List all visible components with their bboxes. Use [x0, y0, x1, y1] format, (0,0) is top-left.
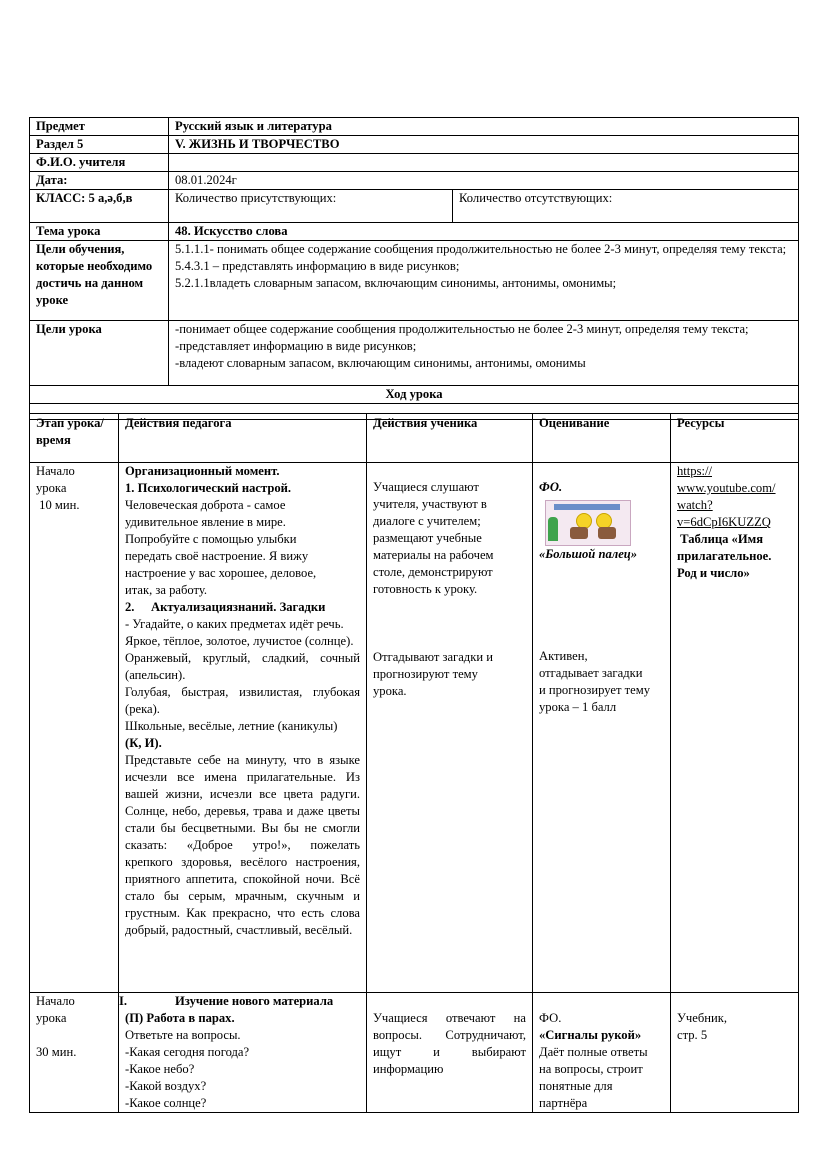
student-line: размещают учебные [373, 531, 482, 545]
lesson-flow-table [29, 413, 799, 1113]
lesson-goal-item: -понимает общее содержание сообщения продолжительностью не более 2-3 минут, определяя тему текста; [175, 322, 749, 336]
stage-spacer [36, 1027, 112, 1044]
youtube-link[interactable] [677, 463, 792, 531]
resources-cell [671, 463, 799, 993]
assessment-cell [533, 993, 671, 1113]
criteria-line: Активен, [539, 649, 588, 663]
col-header-student: Действия ученика [367, 414, 533, 463]
resource-table-title: Род и число» [677, 566, 750, 580]
lesson-goals-row [30, 321, 799, 386]
fo-label: ФО. [539, 480, 563, 494]
student-actions-cell [367, 993, 533, 1113]
learning-goal-item: 5.2.1.1владеть словарным запасом, включающим синонимы, антонимы, омонимы; [175, 276, 617, 290]
date-value: 08.01.2024г [169, 172, 799, 190]
section-value: V. ЖИЗНЬ И ТВОРЧЕСТВО [169, 136, 799, 154]
learning-goals-row [30, 241, 799, 321]
teacher-actions-cell [119, 993, 367, 1113]
student-line: готовность к уроку. [373, 582, 478, 596]
topic-row [30, 223, 799, 241]
stage-cell [30, 463, 119, 993]
present-count-field[interactable]: Количество присутствующих: [169, 190, 453, 223]
new-material-heading [119, 993, 360, 1010]
lesson-flow-title: Ход урока [30, 386, 799, 404]
section-label: Раздел 5 [30, 136, 169, 154]
riddle-item: Голубая, быстрая, извилистая, глубокая (река). [125, 685, 360, 716]
imagine-paragraph: Представьте себе на минуту, что в языке исчезли все имена прилагательные. Из вашей жизни, исчезли все цвета радуги. Солнце, небо, деревья, трава и даже цветы стали бы бесцветными. Вы бы не смогли сказать: «Доброе утро!», пожелать крепкого здоровья, весёлого настроения, приятного аппетита, спокойной ночи. Всё стало бы серым, мрачным, скучным и грустным. Как прекрасно, что есть слова добрый, радостный, счастливый, весёлый. [125, 753, 360, 937]
fo-label: ФО. [539, 1011, 562, 1025]
resource-line: стр. 5 [677, 1028, 708, 1042]
new-material-title: Изучение нового материала [175, 994, 334, 1008]
criteria-line: Даёт полные ответы [539, 1045, 648, 1059]
teacher-value[interactable] [169, 154, 799, 172]
question-line: -Какое солнце? [125, 1096, 207, 1110]
riddle-item: Школьные, весёлые, летние (каникулы) [125, 719, 338, 733]
student-line: Отгадывают загадки и [373, 650, 493, 664]
stage-text: урока [36, 1011, 67, 1025]
riddle-item: Яркое, тёплое, золотое, лучистое (солнце). [125, 634, 354, 648]
criteria-line: отгадывает загадки [539, 666, 643, 680]
question-line: -Какое небо? [125, 1062, 195, 1076]
intro-line: настроение у вас хорошее, деловое, [125, 566, 317, 580]
link-line: https:// [677, 464, 712, 478]
roman-numeral: I. [119, 994, 128, 1008]
subject-label: Предмет [30, 118, 169, 136]
criteria-line: понятные для [539, 1079, 613, 1093]
section2-title: Актуализациязнаний. Загадки [151, 600, 326, 614]
link-line: v=6dCpI6KUZZQ [677, 515, 771, 529]
criteria-line: и прогнозирует тему [539, 683, 651, 697]
intro-line: Человеческая доброта - самое [125, 498, 286, 512]
resources-cell [671, 993, 799, 1113]
col-header-stage: Этап урока/ время [30, 414, 119, 463]
flow-header-row [30, 414, 799, 463]
section2-heading [125, 599, 360, 616]
riddle-item: Оранжевый, круглый, сладкий, сочный (апельсин). [125, 651, 360, 682]
question-line: -Какой воздух? [125, 1079, 207, 1093]
stage-text: Начало [36, 464, 75, 478]
student-line: урока. [373, 684, 407, 698]
pair-work-title: (П) Работа в парах. [125, 1011, 235, 1025]
resource-table-title: Таблица «Имя [677, 532, 764, 546]
date-label: Дата: [30, 172, 169, 190]
question-line: Ответьте на вопросы. [125, 1028, 241, 1042]
link-line: www.youtube.com/ [677, 481, 776, 495]
lesson-flow-title-row [30, 386, 799, 404]
class-label: КЛАСС: 5 а,ә,б,в [30, 190, 169, 223]
stage-text: Начало [36, 994, 75, 1008]
student-line: столе, демонстрируют [373, 565, 493, 579]
learning-goals-value [169, 241, 799, 321]
psych-mood-title: 1. Психологический настрой. [125, 481, 292, 495]
stage-time: 30 мин. [36, 1045, 77, 1059]
absent-count-field[interactable]: Количество отсутствующих: [453, 190, 799, 223]
teacher-row [30, 154, 799, 172]
riddle-prompt: - Угадайте, о каких предметах идёт речь. [125, 617, 344, 631]
topic-label: Тема урока [30, 223, 169, 241]
criteria-line: на вопросы, строит [539, 1062, 643, 1076]
flow-row-start [30, 463, 799, 993]
learning-goal-item: 5.4.3.1 – представлять информацию в виде рисунков; [175, 259, 460, 273]
col-header-teacher: Действия педагога [119, 414, 367, 463]
intro-line: удивительное явление в мире. [125, 515, 286, 529]
student-line: учителя, участвуют в [373, 497, 487, 511]
student-actions-cell [367, 463, 533, 993]
student-line: диалоге с учителем; [373, 514, 481, 528]
section-row [30, 136, 799, 154]
lesson-goal-item: -владеют словарным запасом, включающим синонимы, антонимы, омонимы [175, 356, 586, 370]
lesson-goal-item: -представляет информацию в виде рисунков; [175, 339, 417, 353]
stage-text: урока [36, 481, 67, 495]
resource-line: Учебник, [677, 1011, 727, 1025]
subject-value: Русский язык и литература [169, 118, 799, 136]
resource-table-title: прилагательное. [677, 549, 772, 563]
topic-value: 48. Искусство слова [169, 223, 799, 241]
date-row [30, 172, 799, 190]
flow-row-new-material [30, 993, 799, 1113]
criteria-line: урока – 1 балл [539, 700, 617, 714]
learning-goals-label: Цели обучения, которые необходимо достичь на данном уроке [30, 241, 169, 321]
teacher-actions-cell [119, 463, 367, 993]
big-thumb-method: «Большой палец» [539, 547, 638, 561]
hand-signals-method: «Сигналы рукой» [539, 1028, 642, 1042]
thumbs-up-thumbs-down-image [545, 500, 631, 546]
lesson-header-table [29, 117, 799, 420]
work-mode: (К, И). [125, 736, 162, 750]
student-line: Учащиеся слушают [373, 480, 479, 494]
stage-cell [30, 993, 119, 1113]
student-text: Учащиеся отвечают на вопросы. Сотрудничают, ищут и выбирают информацию [373, 1011, 526, 1076]
student-line: материалы на рабочем [373, 548, 494, 562]
link-line: watch? [677, 498, 713, 512]
teacher-label: Ф.И.О. учителя [30, 154, 169, 172]
student-line: прогнозируют тему [373, 667, 478, 681]
assessment-cell [533, 463, 671, 993]
intro-line: Попробуйте с помощью улыбки [125, 532, 297, 546]
subject-row [30, 118, 799, 136]
question-line: -Какая сегодня погода? [125, 1045, 250, 1059]
criteria-line: партнёра [539, 1096, 588, 1110]
stage-time: 10 мин. [36, 498, 80, 512]
class-row [30, 190, 799, 223]
section2-number: 2. [125, 600, 135, 614]
col-header-resources: Ресурсы [671, 414, 799, 463]
intro-line: итак, за работу. [125, 583, 208, 597]
col-header-assessment: Оценивание [533, 414, 671, 463]
org-moment-title: Организационный момент. [125, 464, 280, 478]
lesson-goals-label: Цели урока [30, 321, 169, 386]
intro-line: передать своё настроение. Я вижу [125, 549, 309, 563]
learning-goal-item: 5.1.1.1- понимать общее содержание сообщения продолжительностью не более 2-3 минут, определяя тему текста; [175, 242, 787, 256]
lesson-goals-value [169, 321, 799, 386]
